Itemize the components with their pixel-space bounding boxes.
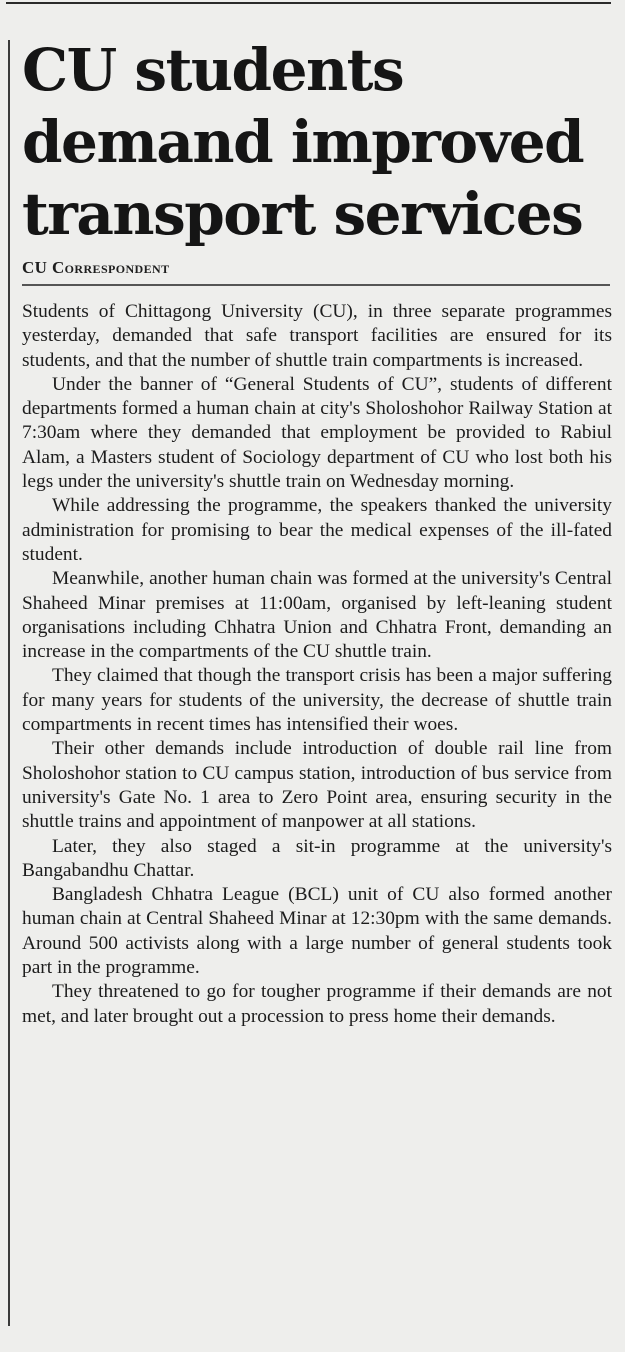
- paragraph: They claimed that though the transport crisis has been a major suffering for many years for students of the university, the decrease of shuttle train compartments in recent times has intensified their woes.: [22, 665, 612, 736]
- headline-line: CU students: [22, 36, 404, 104]
- news-article: [22, 34, 612, 1029]
- top-rule: [6, 2, 611, 4]
- article-body: [22, 300, 612, 1029]
- byline-divider: [22, 284, 610, 286]
- paragraph: Their other demands include introduction of double rail line from Sholoshohor station to CU campus station, introduction of bus service from university's Gate No. 1 area to Zero Point area, ensuring security in the shuttle trains and appointment of manpower at all stations.: [22, 738, 612, 833]
- paragraph: Students of Chittagong University (CU), in three separate programmes yesterday, demanded that safe transport facilities are ensured for its students, and that the number of shuttle train compartments is increased.: [22, 301, 612, 371]
- byline: CU Correspondent: [22, 258, 170, 277]
- column-rule: [8, 40, 10, 1326]
- headline: [22, 34, 612, 250]
- paragraph: Under the banner of “General Students of CU”, students of different departments formed a human chain at city's Sholoshohor Railway Station at 7:30am where they demanded that employment be provided to Rabiul Alam, a Masters student of Sociology department of CU who lost both his legs under the university's shuttle train on Wednesday morning.: [22, 373, 612, 493]
- paragraph: Bangladesh Chhatra League (BCL) unit of CU also formed another human chain at Central Shaheed Minar at 12:30pm with the same demands. Around 500 activists along with a large number of general students took part in the programme.: [22, 884, 612, 979]
- headline-line: transport services: [22, 180, 583, 248]
- paragraph: Later, they also staged a sit-in programme at the university's Bangabandhu Chattar.: [22, 835, 612, 881]
- paragraph: They threatened to go for tougher programme if their demands are not met, and later brought out a procession to press home their demands.: [22, 981, 612, 1027]
- paragraph: While addressing the programme, the speakers thanked the university administration for promising to bear the medical expenses of the ill-fated student.: [22, 495, 612, 565]
- headline-line: demand improved: [22, 108, 584, 176]
- paragraph: Meanwhile, another human chain was formed at the university's Central Shaheed Minar premises at 11:00am, organised by left-leaning student organisations including Chhatra Union and Chhatra Front, demanding an increase in the compartments of the CU shuttle train.: [22, 568, 612, 663]
